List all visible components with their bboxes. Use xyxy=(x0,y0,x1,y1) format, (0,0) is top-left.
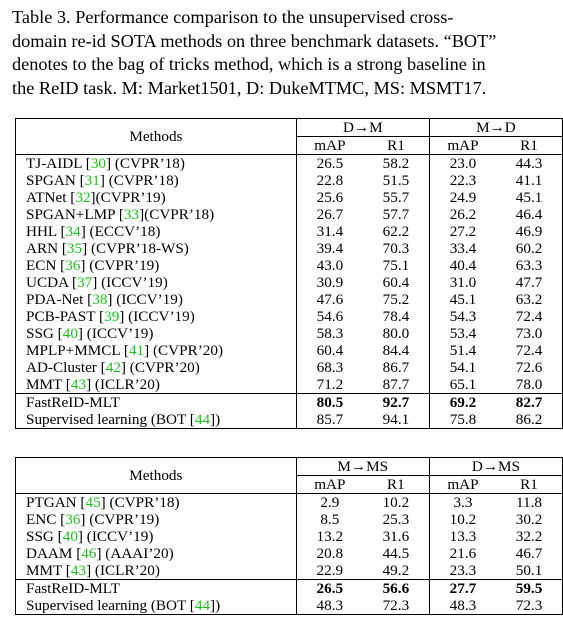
citation-link[interactable]: 39 xyxy=(104,308,120,325)
metric-value: 20.8 xyxy=(316,545,344,562)
method-name xyxy=(16,597,297,615)
metric-value: 92.7 xyxy=(363,394,429,412)
method-label: ATNet [ xyxy=(26,189,76,206)
table-row xyxy=(16,511,563,528)
results-table-market-duke xyxy=(15,118,563,429)
metric-value: 27.7 xyxy=(429,580,496,598)
methods-header: Methods xyxy=(16,119,297,155)
metric-value: 41.1 xyxy=(515,172,543,189)
metric-value: 33.4 xyxy=(449,240,477,257)
table-row xyxy=(16,257,563,274)
metric-value: 84.4 xyxy=(363,342,429,359)
metric-value: 48.3 xyxy=(449,597,477,614)
method-label: SSG [ xyxy=(26,325,63,342)
metric-value: 44.5 xyxy=(363,545,429,562)
metric-value: 47.7 xyxy=(515,274,543,291)
method-venue: ] (CVPR’18) xyxy=(100,494,180,511)
citation-link[interactable]: 43 xyxy=(70,376,87,393)
method-name xyxy=(16,223,297,240)
method-name xyxy=(16,325,297,342)
methods-header: Methods xyxy=(16,458,297,494)
method-venue: ] (CVPR’18-WS) xyxy=(82,240,189,257)
supervised-row xyxy=(16,597,563,615)
method-venue: ] (ICCV’19) xyxy=(77,528,154,545)
metric-value: 86.7 xyxy=(363,359,429,376)
method-venue: ]) xyxy=(210,411,221,428)
metric-value: 78.4 xyxy=(363,308,429,325)
metric-value: 54.3 xyxy=(449,308,477,325)
method-venue: ] (CVPR’18) xyxy=(106,155,185,172)
method-name xyxy=(16,257,297,274)
metric-header: mAP xyxy=(447,476,479,493)
group-header: M→D xyxy=(429,119,562,137)
metric-value: 75.1 xyxy=(363,257,429,274)
citation-link[interactable]: 43 xyxy=(70,562,87,579)
metric-value: 58.2 xyxy=(363,155,429,173)
method-label: Supervised learning (BOT [ xyxy=(26,597,195,614)
header-row xyxy=(16,119,563,137)
metric-value: 22.3 xyxy=(449,172,477,189)
metric-value: 62.2 xyxy=(363,223,429,240)
metric-value: 2.9 xyxy=(296,494,363,512)
citation-link[interactable]: 45 xyxy=(85,494,101,511)
table-row xyxy=(16,274,563,291)
metric-value: 24.9 xyxy=(449,189,477,206)
metric-value: 50.1 xyxy=(515,562,543,579)
method-name xyxy=(16,545,297,562)
ours-row xyxy=(16,394,563,412)
table-row xyxy=(16,342,563,359)
table-row xyxy=(16,528,563,545)
method-venue: ] (ICCV’19) xyxy=(92,274,168,291)
metric-value: 27.2 xyxy=(449,223,477,240)
method-venue: ] (ICCV’19) xyxy=(107,291,183,308)
metric-value: 70.3 xyxy=(363,240,429,257)
citation-link[interactable]: 31 xyxy=(84,172,100,189)
citation-link[interactable]: 34 xyxy=(65,223,81,240)
metric-value: 94.1 xyxy=(363,411,429,429)
metric-value: 39.4 xyxy=(316,240,344,257)
method-label: MPLP+MMCL [ xyxy=(26,342,129,359)
metric-header: R1 xyxy=(520,137,538,154)
citation-link[interactable]: 40 xyxy=(62,528,78,545)
metric-value: 3.3 xyxy=(429,494,496,512)
metric-value: 31.6 xyxy=(363,528,429,545)
metric-value: 60.4 xyxy=(316,342,344,359)
metric-header: mAP xyxy=(314,476,346,493)
metric-value: 58.3 xyxy=(316,325,344,342)
metric-value: 26.2 xyxy=(449,206,477,223)
method-label: PDA-Net [ xyxy=(26,291,93,308)
metric-value: 72.3 xyxy=(363,597,429,615)
metric-value: 47.6 xyxy=(316,291,344,308)
method-name xyxy=(16,580,297,598)
metric-value: 69.2 xyxy=(429,394,496,412)
table-row xyxy=(16,223,563,240)
metric-value: 8.5 xyxy=(320,511,340,528)
metric-value: 82.7 xyxy=(496,394,562,412)
citation-link[interactable]: 30 xyxy=(90,155,106,172)
method-label: MMT [ xyxy=(26,562,71,579)
metric-value: 72.6 xyxy=(515,359,543,376)
metric-value: 53.4 xyxy=(449,325,477,342)
method-name xyxy=(16,172,297,189)
metric-value: 72.3 xyxy=(515,597,543,614)
metric-value: 22.8 xyxy=(316,172,344,189)
metric-value: 56.6 xyxy=(363,580,429,598)
method-label: Supervised learning (BOT [ xyxy=(26,411,195,428)
table-row xyxy=(16,494,563,512)
metric-value: 78.0 xyxy=(515,376,543,393)
method-label: ARN [ xyxy=(26,240,67,257)
metric-value: 26.5 xyxy=(296,155,363,173)
method-label: SPGAN [ xyxy=(26,172,85,189)
table-row xyxy=(16,240,563,257)
metric-value: 45.1 xyxy=(449,291,477,308)
method-venue: ] (CVPR’20) xyxy=(144,342,224,359)
citation-link[interactable]: 36 xyxy=(65,257,81,274)
metric-value: 63.3 xyxy=(515,257,543,274)
metric-value: 10.2 xyxy=(449,511,477,528)
metric-value: 30.2 xyxy=(515,511,543,528)
metric-value: 26.7 xyxy=(316,206,344,223)
metric-value: 13.3 xyxy=(449,528,477,545)
metric-value: 43.0 xyxy=(316,257,344,274)
metric-value: 11.8 xyxy=(496,494,562,512)
method-name xyxy=(16,189,297,206)
method-label: FastReID-MLT xyxy=(26,580,120,597)
metric-value: 49.2 xyxy=(363,562,429,580)
table-row xyxy=(16,325,563,342)
metric-value: 30.9 xyxy=(316,274,344,291)
table-row xyxy=(16,376,563,394)
metric-value: 51.4 xyxy=(449,342,477,359)
method-name xyxy=(16,528,297,545)
method-venue: ] (ICLR’20) xyxy=(86,376,160,393)
caption-line: Table 3. Performance comparison to the unsupervised cross- xyxy=(12,7,454,27)
metric-value: 72.4 xyxy=(515,342,543,359)
citation-link[interactable]: 36 xyxy=(65,511,81,528)
method-label: PTGAN [ xyxy=(26,494,86,511)
metric-value: 46.9 xyxy=(515,223,543,240)
citation-link[interactable]: 44 xyxy=(194,411,211,428)
metric-value: 31.0 xyxy=(449,274,477,291)
citation-link[interactable]: 42 xyxy=(105,359,121,376)
metric-value: 21.6 xyxy=(449,545,477,562)
citation-link[interactable]: 41 xyxy=(128,342,145,359)
method-label: SPGAN+LMP [ xyxy=(26,206,124,223)
group-header: D→M xyxy=(296,119,429,137)
metric-value: 75.8 xyxy=(449,411,477,428)
metric-value: 10.2 xyxy=(363,494,429,512)
table-row xyxy=(16,206,563,223)
metric-header: R1 xyxy=(363,137,429,155)
citation-link[interactable]: 38 xyxy=(92,291,108,308)
metric-value: 13.2 xyxy=(316,528,344,545)
group-header: D→MS xyxy=(429,458,562,476)
table-row xyxy=(16,155,563,173)
method-label: SSG [ xyxy=(26,528,63,545)
method-venue: ] (AAAI’20) xyxy=(96,545,174,562)
method-label: ECN [ xyxy=(26,257,66,274)
supervised-row xyxy=(16,411,563,429)
citation-link[interactable]: 32 xyxy=(75,189,91,206)
table-row xyxy=(16,545,563,562)
metric-value: 25.3 xyxy=(363,511,429,528)
method-name xyxy=(16,308,297,325)
metric-value: 87.7 xyxy=(363,376,429,394)
metric-value: 72.4 xyxy=(515,308,543,325)
metric-header: R1 xyxy=(520,476,538,493)
method-name xyxy=(16,359,297,376)
method-venue: ] (CVPR’20) xyxy=(120,359,200,376)
citation-link[interactable]: 40 xyxy=(62,325,78,342)
method-venue: ] (CVPR’19) xyxy=(80,257,160,274)
method-venue: ] (ICLR’20) xyxy=(86,562,160,579)
table-row xyxy=(16,359,563,376)
citation-link[interactable]: 37 xyxy=(77,274,93,291)
results-table-msmt xyxy=(15,457,563,615)
metric-value: 23.3 xyxy=(449,562,477,579)
method-label: TJ-AIDL [ xyxy=(26,155,91,172)
method-name xyxy=(16,274,297,291)
method-label: AD-Cluster [ xyxy=(26,359,106,376)
metric-value: 73.0 xyxy=(515,325,543,342)
metric-value: 57.7 xyxy=(363,206,429,223)
method-venue: ] (ICCV’19) xyxy=(77,325,154,342)
metric-value: 55.7 xyxy=(363,189,429,206)
metric-value: 65.1 xyxy=(449,376,477,393)
method-venue: ](CVPR’19) xyxy=(90,189,166,206)
method-name xyxy=(16,376,297,394)
method-label: FastReID-MLT xyxy=(26,394,120,411)
method-venue: ] (CVPR’19) xyxy=(80,511,160,528)
method-name xyxy=(16,240,297,257)
table-row xyxy=(16,308,563,325)
metric-value: 60.2 xyxy=(515,240,543,257)
method-name xyxy=(16,394,297,412)
metric-value: 80.0 xyxy=(363,325,429,342)
citation-link[interactable]: 35 xyxy=(66,240,83,257)
method-label: PCB-PAST [ xyxy=(26,308,105,325)
ours-row xyxy=(16,580,563,598)
method-name xyxy=(16,291,297,308)
method-label: UCDA [ xyxy=(26,274,78,291)
metric-value: 54.1 xyxy=(449,359,477,376)
metric-header: mAP xyxy=(314,137,346,154)
caption-line: domain re-id SOTA methods on three benchmark datasets. “BOT” xyxy=(12,30,497,51)
method-label: DAAM [ xyxy=(26,545,82,562)
citation-link[interactable]: 46 xyxy=(81,545,97,562)
metric-value: 22.9 xyxy=(316,562,344,579)
metric-value: 63.2 xyxy=(515,291,543,308)
method-name xyxy=(16,411,297,429)
citation-link[interactable]: 33 xyxy=(123,206,140,223)
table-row xyxy=(16,562,563,580)
method-venue: ] (ECCV’18) xyxy=(80,223,161,240)
metric-value: 80.5 xyxy=(296,394,363,412)
metric-value: 75.2 xyxy=(363,291,429,308)
method-label: MMT [ xyxy=(26,376,71,393)
method-name xyxy=(16,562,297,580)
method-venue: ](CVPR’18) xyxy=(139,206,215,223)
metric-value: 23.0 xyxy=(429,155,496,173)
metric-header: R1 xyxy=(363,476,429,494)
metric-value: 59.5 xyxy=(496,580,562,598)
group-header: M→MS xyxy=(296,458,429,476)
method-name xyxy=(16,494,297,512)
metric-header: mAP xyxy=(447,137,479,154)
metric-value: 31.4 xyxy=(316,223,344,240)
metric-value: 51.5 xyxy=(363,172,429,189)
method-name xyxy=(16,511,297,528)
table-row xyxy=(16,291,563,308)
caption-line: denotes to the bag of tricks method, which is a strong baseline in xyxy=(12,54,486,74)
method-name xyxy=(16,206,297,223)
metric-value: 68.3 xyxy=(316,359,344,376)
method-venue: ] (CVPR’18) xyxy=(99,172,179,189)
metric-value: 71.2 xyxy=(316,376,344,393)
metric-value: 46.7 xyxy=(515,545,543,562)
header-row xyxy=(16,458,563,476)
method-name xyxy=(16,342,297,359)
method-venue: ] (ICCV’19) xyxy=(119,308,195,325)
caption-line: the ReID task. M: Market1501, D: DukeMTMC, MS: MSMT17. xyxy=(12,77,487,98)
metric-value: 26.5 xyxy=(296,580,363,598)
table-row xyxy=(16,189,563,206)
metric-value: 32.2 xyxy=(515,528,543,545)
method-name xyxy=(16,155,297,173)
table-row xyxy=(16,172,563,189)
metric-value: 54.6 xyxy=(316,308,344,325)
metric-value: 25.6 xyxy=(316,189,344,206)
metric-value: 48.3 xyxy=(316,597,344,614)
citation-link[interactable]: 44 xyxy=(194,597,211,614)
method-label: ENC [ xyxy=(26,511,66,528)
metric-value: 44.3 xyxy=(496,155,562,173)
metric-value: 60.4 xyxy=(363,274,429,291)
metric-value: 45.1 xyxy=(515,189,543,206)
metric-value: 40.4 xyxy=(449,257,477,274)
metric-value: 46.4 xyxy=(515,206,543,223)
method-label: HHL [ xyxy=(26,223,66,240)
metric-value: 85.7 xyxy=(316,411,344,428)
method-venue: ]) xyxy=(210,597,221,614)
table-caption xyxy=(12,6,557,100)
metric-value: 86.2 xyxy=(515,411,543,428)
